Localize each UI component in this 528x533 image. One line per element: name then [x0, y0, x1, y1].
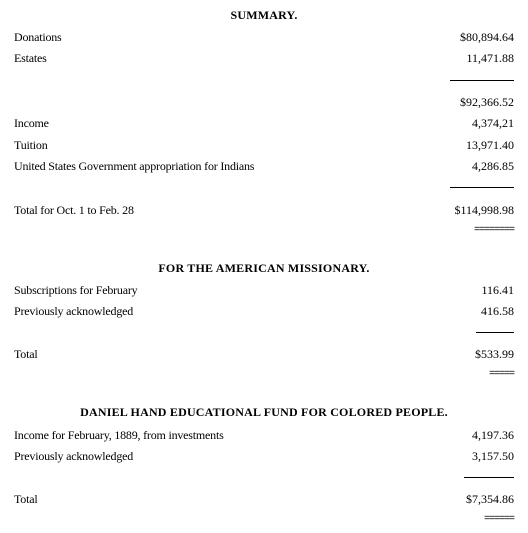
estates-amount: 11,471.88	[466, 51, 514, 65]
subtotal-amount: $92,366.52	[460, 95, 514, 109]
hand-previous-amount: 3,157.50	[472, 449, 514, 463]
income-amount: 4,374,21	[472, 116, 514, 130]
missionary-total-amount: $533.99	[475, 347, 514, 361]
donations-label: Donations	[14, 30, 62, 44]
hand-total-rule	[464, 477, 514, 478]
subscriptions-amount: 116.41	[481, 283, 514, 297]
missionary-double-rule: =====	[488, 369, 514, 380]
summary-double-rule: ========	[473, 225, 514, 236]
missionary-previous-amount: 416.58	[481, 304, 514, 318]
missionary-total-label: Total	[14, 347, 38, 361]
govt-appropriation-label: United States Government appropriation for Indians	[14, 159, 255, 173]
summary-total-rule	[450, 187, 514, 188]
subtotal-rule	[450, 80, 514, 81]
income-label: Income	[14, 116, 49, 130]
summary-total-amount: $114,998.98	[454, 203, 514, 217]
donations-amount: $80,894.64	[460, 30, 514, 44]
estates-label: Estates	[14, 51, 47, 65]
govt-appropriation-amount: 4,286.85	[472, 159, 514, 173]
hand-total-label: Total	[14, 492, 38, 506]
summary-heading: SUMMARY.	[230, 8, 298, 22]
hand-double-rule: ======	[483, 514, 514, 525]
hand-income-label: Income for February, 1889, from investments	[14, 428, 224, 442]
summary-total-label: Total for Oct. 1 to Feb. 28	[14, 203, 134, 217]
missionary-heading: FOR THE AMERICAN MISSIONARY.	[158, 261, 370, 275]
hand-fund-heading: DANIEL HAND EDUCATIONAL FUND FOR COLORED PEOPLE.	[80, 405, 448, 419]
tuition-label: Tuition	[14, 138, 48, 152]
missionary-previous-label: Previously acknowledged	[14, 304, 134, 318]
hand-previous-label: Previously acknowledged	[14, 449, 134, 463]
subscriptions-label: Subscriptions for February	[14, 283, 138, 297]
tuition-amount: 13,971.40	[466, 138, 514, 152]
hand-total-amount: $7,354.86	[466, 492, 514, 506]
hand-income-amount: 4,197.36	[472, 428, 514, 442]
missionary-total-rule	[476, 332, 514, 333]
